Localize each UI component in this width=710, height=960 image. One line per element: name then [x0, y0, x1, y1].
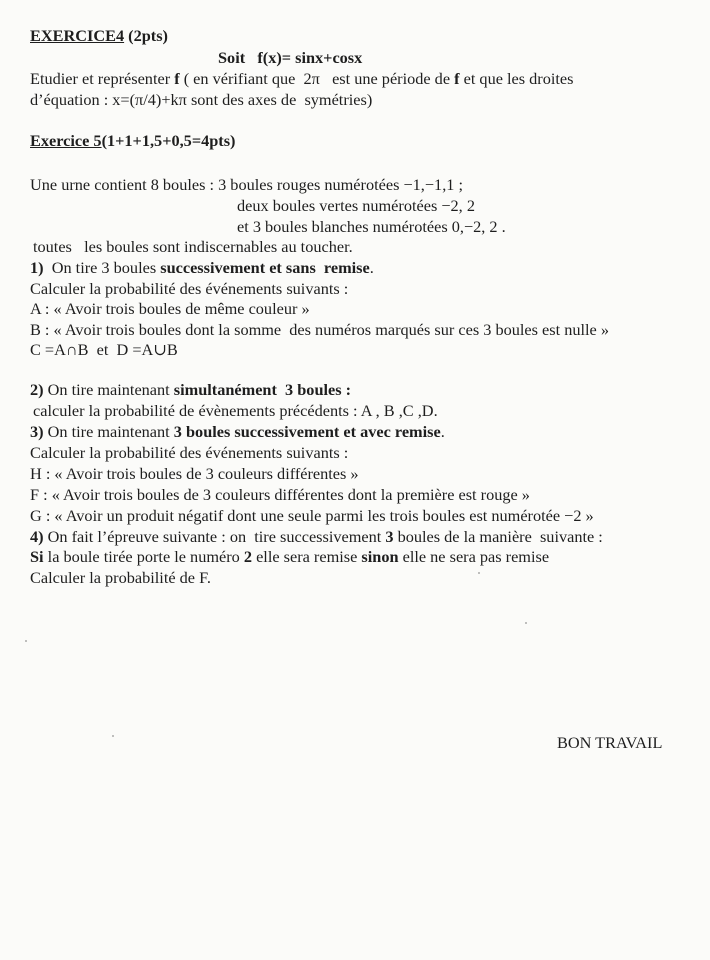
scan-speck: [525, 622, 527, 624]
text: 2: [243, 547, 253, 566]
question-4-line-2: [30, 547, 549, 567]
text: ( en vérifiant que 2π est une période de: [179, 69, 455, 88]
exercise-4-instruction-line2: d’équation : x=(π/4)+kπ sont des axes de symétries): [30, 90, 373, 109]
urn-line-3: et 3 boules blanches numérotées 0,−2, 2 .: [237, 217, 506, 236]
function-definition: [218, 48, 362, 68]
scan-speck: [112, 735, 114, 737]
text: et que les droites: [459, 69, 574, 88]
question-4-line-3: Calculer la probabilité de F.: [30, 568, 211, 587]
text: f: [454, 69, 460, 88]
text: successivement et sans remise: [160, 258, 370, 277]
question-4: [30, 527, 603, 547]
scan-speck: [478, 572, 480, 574]
question-2: [30, 380, 351, 400]
scan-speck: [25, 640, 27, 642]
question-number: 1): [30, 258, 44, 277]
question-3: [30, 422, 445, 442]
exercise-5-points: (1+1+1,5+0,5=4pts): [101, 131, 236, 150]
text: sinon: [361, 547, 399, 566]
text: elle ne sera pas remise: [398, 547, 550, 566]
text: 3: [385, 527, 394, 546]
urn-line-1: Une urne contient 8 boules : 3 boules rouges numérotées −1,−1,1 ;: [30, 175, 463, 194]
question-1: [30, 258, 374, 278]
question-2-line-2: calculer la probabilité de évènements précédents : A , B ,C ,D.: [33, 401, 438, 420]
text: elle sera remise: [252, 547, 362, 566]
text: simultanément 3 boules :: [173, 380, 352, 399]
event-F: F : « Avoir trois boules de 3 couleurs différentes dont la première est rouge »: [30, 485, 530, 504]
event-G: G : « Avoir un produit négatif dont une seule parmi les trois boules est numérotée −2 »: [30, 506, 594, 525]
text: On tire maintenant: [43, 422, 174, 441]
closing-note: BON TRAVAIL: [557, 733, 663, 752]
question-number: 3): [30, 422, 44, 441]
text: .: [369, 258, 374, 277]
calc-line-3: Calculer la probabilité des événements suivants :: [30, 443, 349, 462]
text: f: [174, 69, 180, 88]
event-H: H : « Avoir trois boules de 3 couleurs différentes »: [30, 464, 359, 483]
function-text: Soit f(x)= sinx+cosx: [218, 48, 363, 67]
text: On tire maintenant: [43, 380, 174, 399]
events-C-D: C =A∩B et D =A∪B: [30, 340, 178, 359]
exercise-4-instruction-line1: [30, 69, 573, 89]
text: On tire 3 boules: [43, 258, 161, 277]
urn-line-2: deux boules vertes numérotées −2, 2: [237, 196, 475, 215]
event-B: B : « Avoir trois boules dont la somme des numéros marqués sur ces 3 boules est nulle »: [30, 320, 609, 339]
exercise-5-heading: [30, 131, 235, 151]
text: 3 boules successivement et avec remise: [173, 422, 441, 441]
event-A: A : « Avoir trois boules de même couleur »: [30, 299, 310, 318]
urn-line-4: toutes les boules sont indiscernables au toucher.: [33, 237, 353, 256]
text: boules de la manière suivante :: [393, 527, 603, 546]
question-number: 2): [30, 380, 44, 399]
exercise-5-title: Exercice 5: [30, 131, 102, 150]
exercise-4-title: EXERCICE4: [30, 26, 125, 45]
text: On fait l’épreuve suivante : on tire successivement: [43, 527, 386, 546]
text: Etudier et représenter: [30, 69, 175, 88]
text: .: [440, 422, 445, 441]
question-number: 4): [30, 527, 44, 546]
calc-line-1: Calculer la probabilité des événements suivants :: [30, 279, 349, 298]
exercise-4-heading: [30, 26, 168, 46]
text: Si: [30, 547, 44, 566]
text: la boule tirée porte le numéro: [43, 547, 244, 566]
exercise-4-points: (2pts): [124, 26, 168, 45]
